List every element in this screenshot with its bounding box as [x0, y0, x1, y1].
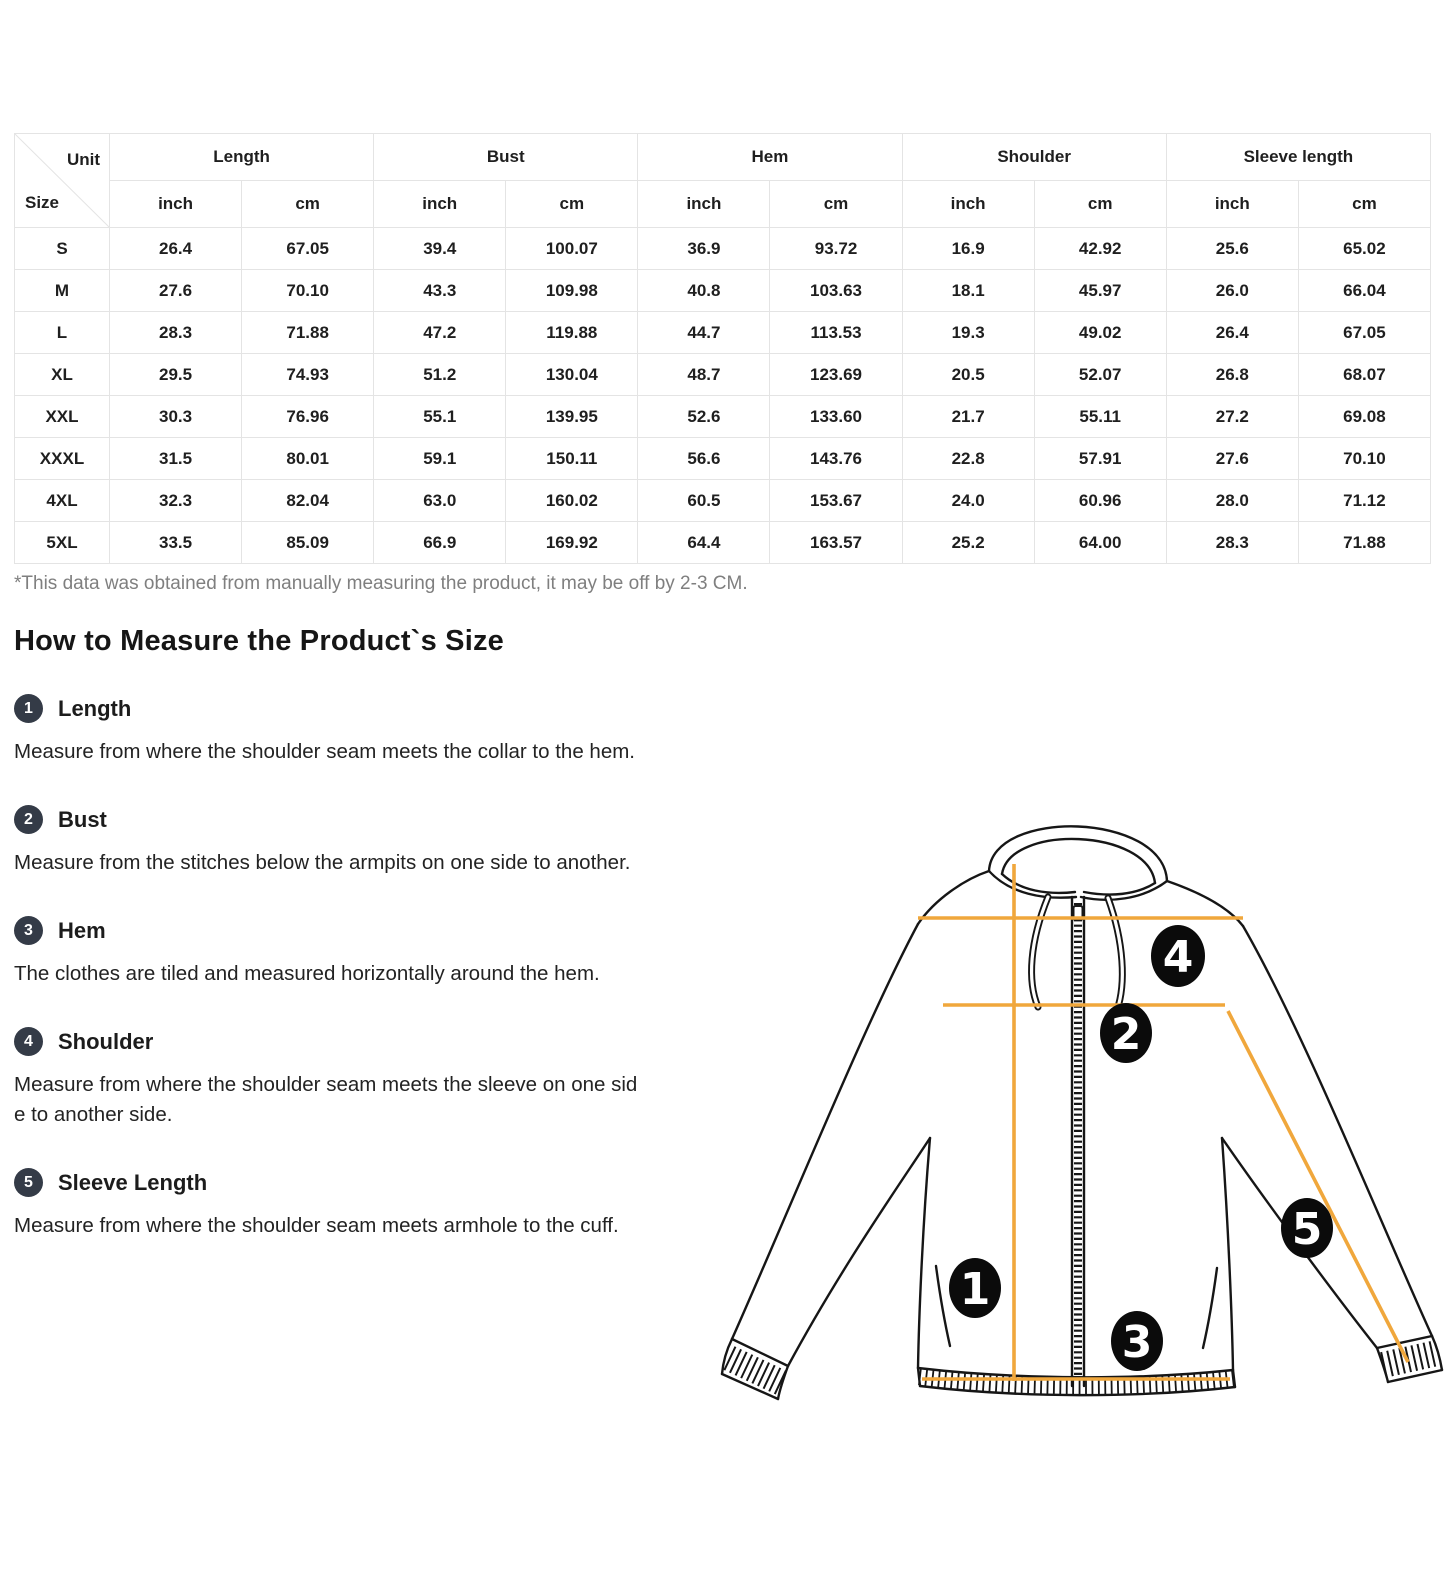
- unit-header: cm: [1298, 181, 1430, 228]
- corner-unit-size-cell: [15, 134, 110, 228]
- table-cell: 51.2: [374, 354, 506, 396]
- table-cell: 31.5: [110, 438, 242, 480]
- size-chart-table: [14, 133, 1431, 564]
- badge-length: [949, 1258, 1001, 1318]
- table-cell: 60.96: [1034, 480, 1166, 522]
- badge-sleeve-length: [1281, 1198, 1333, 1258]
- diagram-badges: [949, 925, 1333, 1371]
- item-header: [14, 1168, 646, 1197]
- svg-text:2: 2: [1110, 1009, 1142, 1060]
- unit-header: cm: [1034, 181, 1166, 228]
- table-cell: 27.2: [1166, 396, 1298, 438]
- table-header-units-row: [15, 181, 1431, 228]
- size-label: 4XL: [15, 480, 110, 522]
- table-cell: 40.8: [638, 270, 770, 312]
- table-cell: 25.2: [902, 522, 1034, 564]
- unit-header: cm: [242, 181, 374, 228]
- table-cell: 57.91: [1034, 438, 1166, 480]
- table-cell: 36.9: [638, 228, 770, 270]
- table-cell: 76.96: [242, 396, 374, 438]
- table-cell: 70.10: [242, 270, 374, 312]
- table-cell: 19.3: [902, 312, 1034, 354]
- zipper: [1072, 897, 1084, 1386]
- unit-header: cm: [770, 181, 902, 228]
- item-header: [14, 805, 646, 834]
- item-header: [14, 694, 646, 723]
- list-item-sleeve-length: [14, 1168, 646, 1241]
- table-cell: 28.0: [1166, 480, 1298, 522]
- table-cell: 55.11: [1034, 396, 1166, 438]
- table-row: [15, 354, 1431, 396]
- size-label: M: [15, 270, 110, 312]
- item-label: Length: [58, 695, 132, 721]
- table-cell: 56.6: [638, 438, 770, 480]
- list-item-shoulder: [14, 1027, 646, 1130]
- table-cell: 139.95: [506, 396, 638, 438]
- table-cell: 71.88: [242, 312, 374, 354]
- table-cell: 18.1: [902, 270, 1034, 312]
- table-cell: 59.1: [374, 438, 506, 480]
- badge-hem: [1111, 1311, 1163, 1371]
- item-label: Hem: [58, 917, 106, 943]
- table-cell: 29.5: [110, 354, 242, 396]
- table-cell: 52.6: [638, 396, 770, 438]
- column-group-shoulder: Shoulder: [902, 134, 1166, 181]
- svg-text:5: 5: [1291, 1204, 1323, 1255]
- table-cell: 69.08: [1298, 396, 1430, 438]
- table-cell: 20.5: [902, 354, 1034, 396]
- unit-header: inch: [1166, 181, 1298, 228]
- badge-shoulder: [1151, 925, 1205, 987]
- table-cell: 26.0: [1166, 270, 1298, 312]
- item-description: Measure from where the shoulder seam meets armhole to the cuff.: [14, 1214, 619, 1237]
- table-cell: 48.7: [638, 354, 770, 396]
- item-label: Shoulder: [58, 1028, 154, 1054]
- table-cell: 63.0: [374, 480, 506, 522]
- table-cell: 44.7: [638, 312, 770, 354]
- table-cell: 80.01: [242, 438, 374, 480]
- list-item-bust: [14, 805, 646, 878]
- step-number-badge: 4: [14, 1027, 43, 1056]
- corner-size-label: Size: [25, 193, 60, 212]
- step-number-badge: 5: [14, 1168, 43, 1197]
- jacket-measurement-diagram: [680, 766, 1445, 1426]
- table-cell: 43.3: [374, 270, 506, 312]
- table-row: [15, 438, 1431, 480]
- column-group-hem: Hem: [638, 134, 902, 181]
- item-header: [14, 1027, 646, 1056]
- svg-text:4: 4: [1162, 932, 1194, 983]
- drawstring-left: [1032, 897, 1048, 1007]
- table-cell: 27.6: [1166, 438, 1298, 480]
- column-group-sleeve-length: Sleeve length: [1166, 134, 1430, 181]
- table-cell: 26.4: [110, 228, 242, 270]
- item-description: Measure from the stitches below the armpits on one side to another.: [14, 851, 631, 874]
- how-to-measure-list: [14, 694, 646, 1241]
- unit-header: inch: [902, 181, 1034, 228]
- table-row: [15, 312, 1431, 354]
- step-number-badge: 1: [14, 694, 43, 723]
- table-cell: 93.72: [770, 228, 902, 270]
- table-cell: 24.0: [902, 480, 1034, 522]
- table-cell: 21.7: [902, 396, 1034, 438]
- table-cell: 82.04: [242, 480, 374, 522]
- table-row: [15, 396, 1431, 438]
- size-label: XXXL: [15, 438, 110, 480]
- table-cell: 64.4: [638, 522, 770, 564]
- table-cell: 66.9: [374, 522, 506, 564]
- table-cell: 27.6: [110, 270, 242, 312]
- size-label: L: [15, 312, 110, 354]
- table-cell: 60.5: [638, 480, 770, 522]
- table-cell: 45.97: [1034, 270, 1166, 312]
- step-number-badge: 2: [14, 805, 43, 834]
- table-cell: 71.88: [1298, 522, 1430, 564]
- table-cell: 113.53: [770, 312, 902, 354]
- item-description: Measure from where the shoulder seam meets the collar to the hem.: [14, 740, 635, 763]
- table-row: [15, 522, 1431, 564]
- jacket-outline: [722, 826, 1442, 1399]
- item-header: [14, 916, 646, 945]
- table-cell: 70.10: [1298, 438, 1430, 480]
- table-cell: 28.3: [110, 312, 242, 354]
- step-number-badge: 3: [14, 916, 43, 945]
- table-cell: 85.09: [242, 522, 374, 564]
- table-cell: 25.6: [1166, 228, 1298, 270]
- table-cell: 103.63: [770, 270, 902, 312]
- table-cell: 47.2: [374, 312, 506, 354]
- table-cell: 71.12: [1298, 480, 1430, 522]
- unit-header: inch: [110, 181, 242, 228]
- table-cell: 150.11: [506, 438, 638, 480]
- table-cell: 100.07: [506, 228, 638, 270]
- table-cell: 49.02: [1034, 312, 1166, 354]
- table-cell: 160.02: [506, 480, 638, 522]
- table-cell: 119.88: [506, 312, 638, 354]
- unit-header: inch: [374, 181, 506, 228]
- list-item-hem: [14, 916, 646, 989]
- table-cell: 74.93: [242, 354, 374, 396]
- table-cell: 143.76: [770, 438, 902, 480]
- table-cell: 33.5: [110, 522, 242, 564]
- measurement-disclaimer: *This data was obtained from manually measuring the product, it may be off by 2-3 CM.: [14, 573, 748, 594]
- table-cell: 26.8: [1166, 354, 1298, 396]
- column-group-length: Length: [110, 134, 374, 181]
- table-cell: 153.67: [770, 480, 902, 522]
- item-label: Bust: [58, 806, 107, 832]
- drawstring-right: [1108, 898, 1122, 1010]
- item-label: Sleeve Length: [58, 1169, 208, 1195]
- table-cell: 39.4: [374, 228, 506, 270]
- svg-text:3: 3: [1121, 1317, 1153, 1368]
- table-cell: 55.1: [374, 396, 506, 438]
- unit-header: inch: [638, 181, 770, 228]
- cuff-left: [722, 1339, 788, 1399]
- item-description: Measure from where the shoulder seam meets the sleeve on one side to another side.: [14, 1073, 638, 1126]
- table-cell: 26.4: [1166, 312, 1298, 354]
- table-cell: 130.04: [506, 354, 638, 396]
- cuff-right: [1377, 1336, 1442, 1382]
- hem-band: [918, 1368, 1235, 1395]
- table-cell: 28.3: [1166, 522, 1298, 564]
- table-cell: 123.69: [770, 354, 902, 396]
- how-to-measure-title: How to Measure the Product`s Size: [14, 625, 505, 657]
- svg-text:1: 1: [959, 1264, 991, 1315]
- unit-header: cm: [506, 181, 638, 228]
- pocket-left: [936, 1266, 950, 1346]
- badge-bust: [1100, 1003, 1152, 1063]
- table-row: [15, 228, 1431, 270]
- table-cell: 66.04: [1298, 270, 1430, 312]
- list-item-length: [14, 694, 646, 767]
- table-header-groups-row: [15, 134, 1431, 181]
- diagonal-divider: [15, 134, 109, 227]
- size-label: 5XL: [15, 522, 110, 564]
- table-cell: 22.8: [902, 438, 1034, 480]
- table-cell: 65.02: [1298, 228, 1430, 270]
- table-row: [15, 270, 1431, 312]
- table-row: [15, 480, 1431, 522]
- size-label: S: [15, 228, 110, 270]
- table-cell: 32.3: [110, 480, 242, 522]
- size-guide-page: [0, 133, 1445, 1578]
- item-description: The clothes are tiled and measured horizontally around the hem.: [14, 962, 600, 985]
- size-label: XXL: [15, 396, 110, 438]
- table-cell: 30.3: [110, 396, 242, 438]
- table-cell: 64.00: [1034, 522, 1166, 564]
- size-label: XL: [15, 354, 110, 396]
- table-cell: 67.05: [242, 228, 374, 270]
- pocket-right: [1203, 1268, 1217, 1348]
- table-cell: 42.92: [1034, 228, 1166, 270]
- table-cell: 68.07: [1298, 354, 1430, 396]
- table-cell: 169.92: [506, 522, 638, 564]
- table-cell: 133.60: [770, 396, 902, 438]
- table-cell: 67.05: [1298, 312, 1430, 354]
- corner-unit-label: Unit: [66, 150, 100, 169]
- table-cell: 163.57: [770, 522, 902, 564]
- table-cell: 52.07: [1034, 354, 1166, 396]
- table-cell: 109.98: [506, 270, 638, 312]
- column-group-bust: Bust: [374, 134, 638, 181]
- table-cell: 16.9: [902, 228, 1034, 270]
